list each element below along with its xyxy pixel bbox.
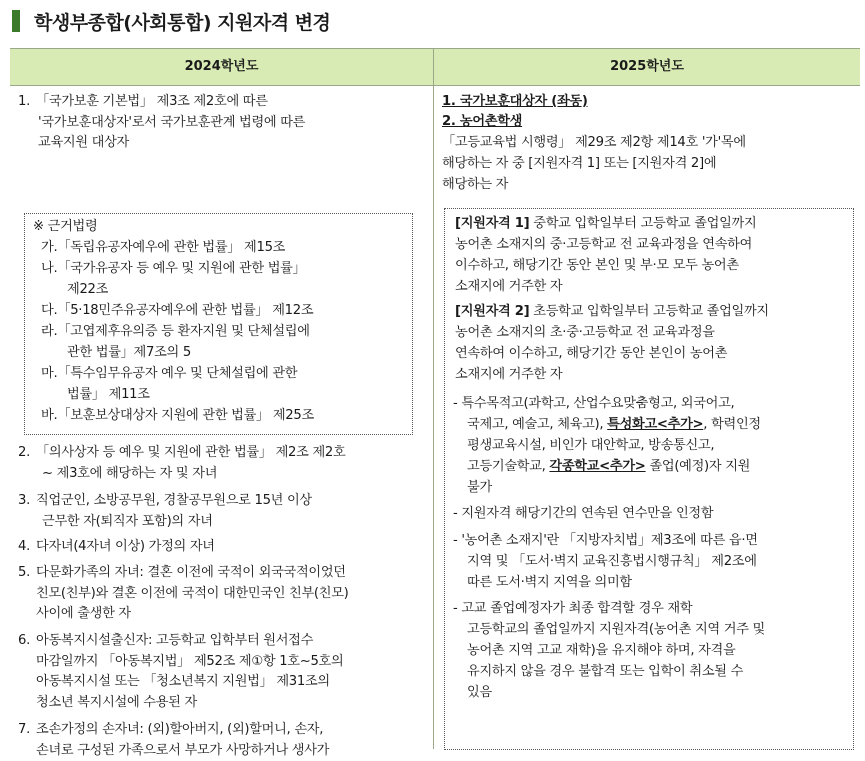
qualification-line: 소재지에 거주한 자 xyxy=(455,365,562,386)
page-title: 학생부종합(사회통합) 지원자격 변경 xyxy=(34,8,330,35)
item-line: ~ 제3호에 해당하는 자 및 자녀 xyxy=(36,464,345,485)
basis-line: 관한 법률」제7조의 5 xyxy=(67,343,191,364)
bullet-line xyxy=(467,415,761,436)
section-heading-rural: 2. 농어촌학생 xyxy=(442,112,522,133)
basis-line: 라.「고엽제후유의증 등 환자지원 및 단체설립에 xyxy=(41,322,310,343)
item-number: 5. xyxy=(18,563,30,584)
item-line: 다문화가족의 자녀: 결혼 이전에 국적이 외국국적이었던 xyxy=(36,563,349,584)
intro-line: 해당하는 자 xyxy=(442,175,508,196)
item-line: 교육지원 대상자 xyxy=(36,133,305,154)
header-2025: 2025학년도 xyxy=(434,49,860,85)
item-line: '국가보훈대상자'로서 국가보훈관계 법령에 따른 xyxy=(36,113,305,134)
item-line: 다자녀(4자녀 이상) 가정의 자녀 xyxy=(36,537,215,558)
qualification-line: 농어촌 소재지의 초·중·고등학교 전 교육과정을 xyxy=(455,323,715,344)
bullet-line: - 특수목적고(과학고, 산업수요맞춤형고, 외국어고, xyxy=(453,394,734,415)
item-line: 마감일까지 「아동복지법」 제52조 제①항 1호~5호의 xyxy=(36,652,343,673)
item-number: 6. xyxy=(18,631,30,652)
section-heading-veterans: 1. 국가보훈대상자 (좌동) xyxy=(442,92,588,113)
item-line: 손녀로 구성된 가족으로서 부모가 사망하거나 생사가 xyxy=(36,741,329,761)
bullet-line: 고등학교의 졸업일까지 지원자격(농어촌 지역 거주 및 xyxy=(467,620,765,641)
bullet-text: 국제고, 예술고, 체육고), xyxy=(467,417,607,432)
intro-line: 해당하는 자 중 [지원자격 1] 또는 [지원자격 2]에 xyxy=(442,154,716,175)
bullet-text: 졸업(예정)자 지원 xyxy=(646,459,751,474)
item-number: 4. xyxy=(18,537,30,558)
qualification-1-label: [지원자격 1] xyxy=(455,216,529,231)
bullet-line: 농어촌 지역 고교 재학)을 유지해야 하며, 자격을 xyxy=(467,641,735,662)
item-line: 직업군인, 소방공무원, 경찰공무원으로 15년 이상 xyxy=(36,491,312,512)
item-number: 7. xyxy=(18,720,30,741)
qualification-line: 농어촌 소재지의 중·고등학교 전 교육과정을 연속하여 xyxy=(455,235,752,256)
item-line: 친모(친부)와 결혼 이전에 국적이 대한민국인 친부(친모) xyxy=(36,584,349,605)
added-misc-school: 각종학교<추가> xyxy=(549,459,645,474)
basis-laws-box xyxy=(24,213,413,435)
bullet-line: 평생교육시설, 비인가 대안학교, 방송통신고, xyxy=(467,436,714,457)
item-line: 조손가정의 손자녀: (외)할아버지, (외)할머니, 손자, xyxy=(36,720,329,741)
item-line: 아동복지시설출신자: 고등학교 입학부터 원서접수 xyxy=(36,631,343,652)
item-line: 「국가보훈 기본법」 제3조 제2호에 따른 xyxy=(36,92,305,113)
qualification-line: 소재지에 거주한 자 xyxy=(455,277,562,298)
bullet-text: 고등기술학교, xyxy=(467,459,549,474)
title-marker xyxy=(12,10,20,32)
bullet-line: 있음 xyxy=(467,683,492,704)
qualification-2-first-line xyxy=(455,302,769,323)
qualification-2-text: 초등학교 입학일부터 고등학교 졸업일까지 xyxy=(529,304,768,319)
intro-line: 「고등교육법 시행령」 제29조 제2항 제14호 '가'목에 xyxy=(442,133,746,154)
qualification-line: 이수하고, 해당기간 동안 본인 및 부·모 모두 농어촌 xyxy=(455,256,739,277)
qualification-2-label: [지원자격 2] xyxy=(455,304,529,319)
header-2024: 2024학년도 xyxy=(10,49,433,85)
qualification-line: 연속하여 이수하고, 해당기간 동안 본인이 농어촌 xyxy=(455,344,727,365)
basis-heading: ※ 근거법령 xyxy=(33,217,97,238)
bullet-line: 지역 및 「도서·벽지 교육진흥법시행규칙」 제2조에 xyxy=(467,552,757,573)
bullet-text: , 학력인정 xyxy=(703,417,761,432)
item-number: 2. xyxy=(18,443,30,464)
qualification-1-text: 중학교 입학일부터 고등학교 졸업일까지 xyxy=(529,216,756,231)
bullet-line: 불가 xyxy=(467,478,492,499)
item-line: 청소년 복지시설에 수용된 자 xyxy=(36,693,343,714)
bullet-line: 유지하지 않을 경우 불합격 또는 입학이 취소될 수 xyxy=(467,662,743,683)
table-header xyxy=(10,49,860,86)
bullet-line: 따른 도서·벽지 지역을 의미함 xyxy=(467,573,632,594)
basis-line: 바.「보훈보상대상자 지원에 관한 법률」 제25조 xyxy=(41,406,314,427)
basis-line: 가.「독립유공자예우에 관한 법률」 제15조 xyxy=(41,238,285,259)
qualification-1-first-line xyxy=(455,214,756,235)
item-line: 근무한 자(퇴직자 포함)의 자녀 xyxy=(36,512,312,533)
title-bar xyxy=(12,6,330,36)
basis-line: 법률」 제11조 xyxy=(67,385,150,406)
bullet-line: - 지원자격 해당기간의 연속된 연수만을 인정함 xyxy=(453,504,713,525)
item-line: 아동복지시설 또는 「청소년복지 지원법」 제31조의 xyxy=(36,672,343,693)
basis-line: 다.「5·18민주유공자예우에 관한 법률」 제12조 xyxy=(41,301,313,322)
comparison-table xyxy=(10,48,860,729)
basis-line: 마.「특수임무유공자 예우 및 단체설립에 관한 xyxy=(41,364,297,385)
basis-line: 나.「국가유공자 등 예우 및 지원에 관한 법률」 xyxy=(41,259,305,280)
item-line: 「의사상자 등 예우 및 지원에 관한 법률」 제2조 제2호 xyxy=(36,443,345,464)
added-specialized-high-school: 특성화고<추가> xyxy=(607,417,703,432)
qualification-box xyxy=(444,208,854,750)
column-divider xyxy=(433,49,434,749)
bullet-line: - 고교 졸업예정자가 최종 합격할 경우 재학 xyxy=(453,599,692,620)
bullet-line: - '농어촌 소재지'란 「지방자치법」제3조에 따른 읍·면 xyxy=(453,531,758,552)
item-number: 3. xyxy=(18,491,30,512)
item-number: 1. xyxy=(18,92,30,113)
bullet-line xyxy=(467,457,750,478)
item-line: 사이에 출생한 자 xyxy=(36,604,349,625)
basis-line: 제22조 xyxy=(67,280,108,301)
